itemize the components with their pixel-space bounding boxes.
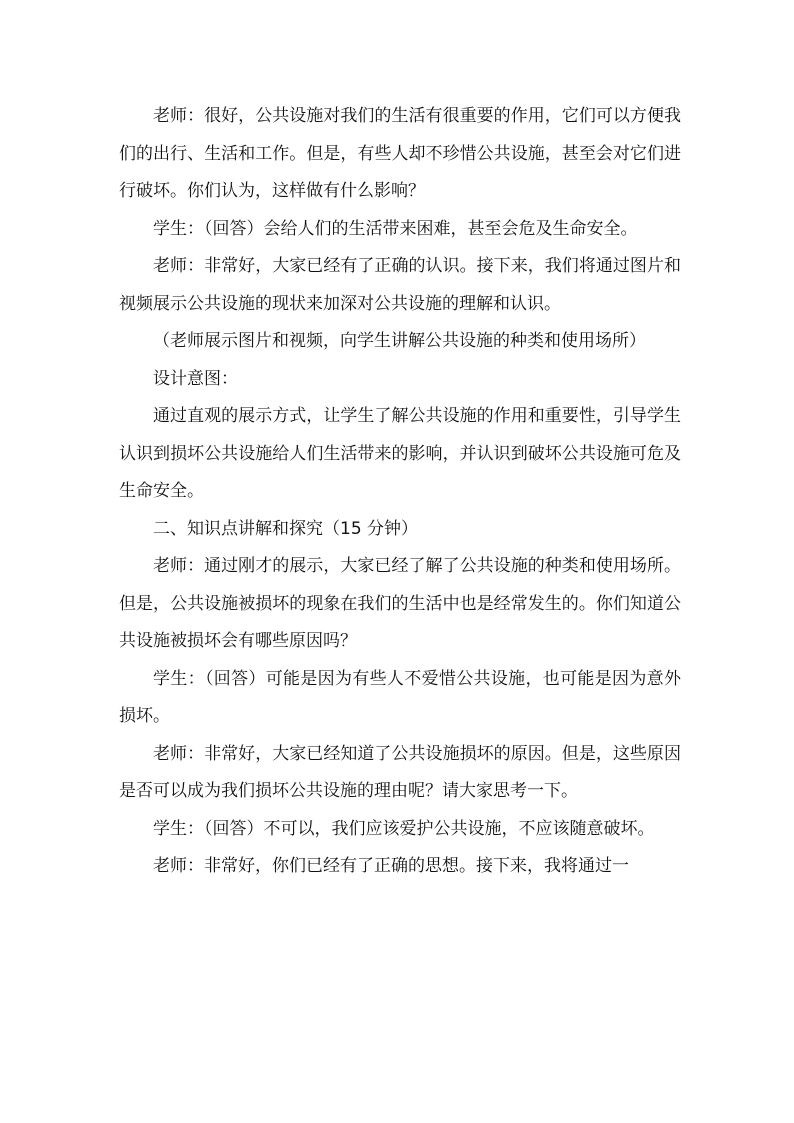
paragraph-design-intent-heading: 设计意图： (153, 368, 238, 389)
document-body (119, 98, 681, 886)
paragraph-design-intent-body: 通过直观的展示方式，让学生了解公共设施的作用和重要性，引导学生认识到损坏公共设施给人们生活带来的影响，并认识到破坏公共设施可危及生命安全。 (119, 406, 681, 501)
paragraph-student-2: 学生：（回答）可能是因为有些人不爱惜公共设施，也可能是因为意外损坏。 (119, 668, 681, 726)
paragraph-student-1: 学生：（回答）会给人们的生活带来困难，甚至会危及生命安全。 (153, 218, 638, 239)
paragraph-stage-direction: （老师展示图片和视频，向学生讲解公共设施的种类和使用场所） (153, 331, 646, 351)
section-heading-knowledge: 二、知识点讲解和探究（15 分钟） (153, 518, 419, 539)
paragraph-teacher-3: 老师：通过刚才的展示，大家已经了解了公共设施的种类和使用场所。但是，公共设施被损坏的现象在我们的生活中也是经常发生的。你们知道公共设施被损坏会有哪些原因吗？ (119, 556, 681, 651)
paragraph-teacher-2: 老师：非常好，大家已经有了正确的认识。接下来，我们将通过图片和视频展示公共设施的现状来加深对公共设施的理解和认识。 (119, 256, 681, 314)
paragraph-teacher-5: 老师：非常好，你们已经有了正确的思想。接下来，我将通过一 (153, 856, 629, 876)
paragraph-teacher-1: 老师：很好，公共设施对我们的生活有很重要的作用，它们可以方便我们的出行、生活和工作。但是，有些人却不珍惜公共设施，甚至会对它们进行破坏。你们认为，这样做有什么影响？ (119, 106, 681, 201)
paragraph-teacher-4: 老师：非常好，大家已经知道了公共设施损坏的原因。但是，这些原因是否可以成为我们损坏公共设施的理由呢？请大家思考一下。 (119, 743, 681, 801)
paragraph-student-3: 学生：（回答）不可以，我们应该爱护公共设施，不应该随意破坏。 (153, 818, 655, 839)
